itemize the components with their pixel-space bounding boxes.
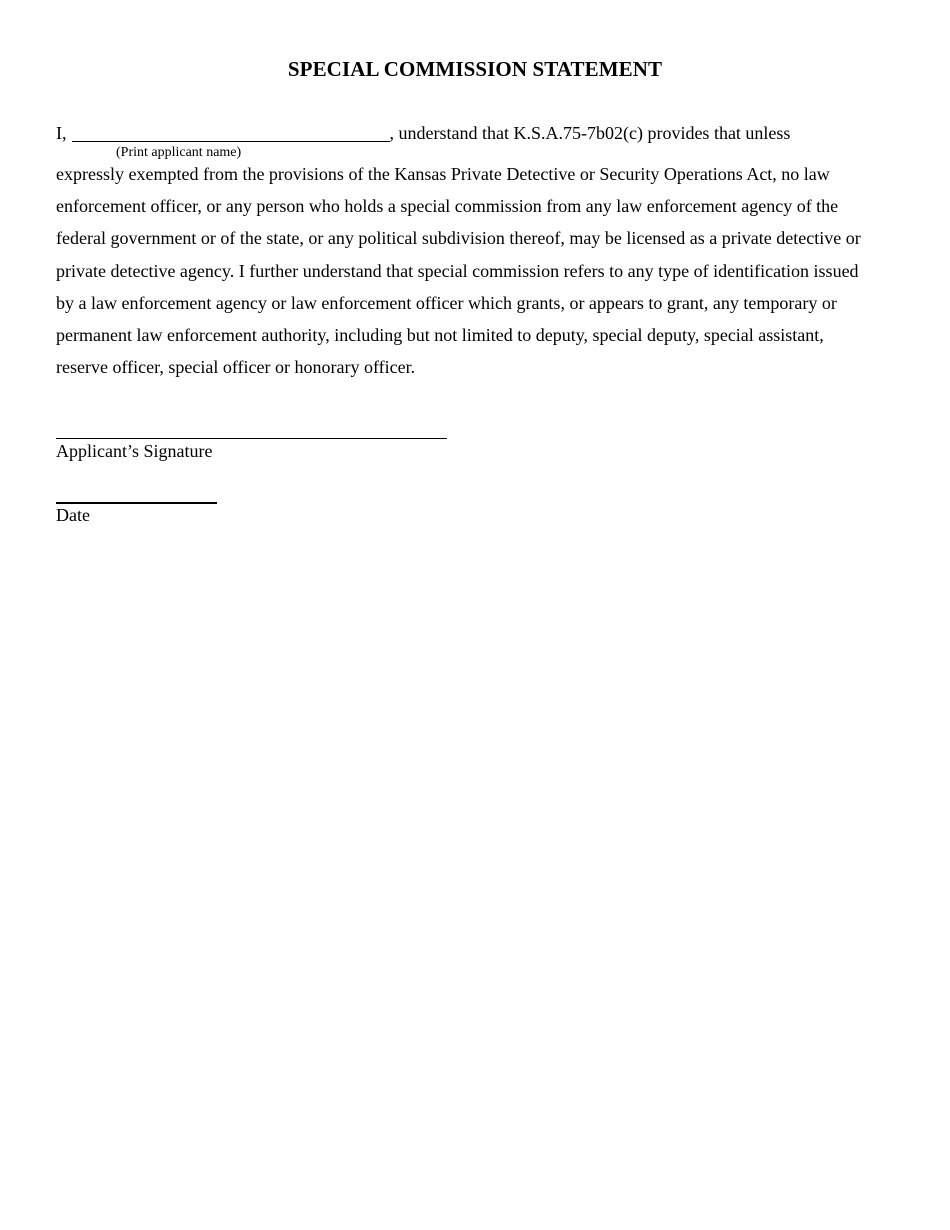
intro-suffix: , understand that K.S.A.75-7b02(c) provides that unless (389, 123, 791, 143)
applicant-name-field[interactable] (72, 123, 390, 142)
intro-prefix: I, (56, 123, 67, 143)
page-title: SPECIAL COMMISSION STATEMENT (287, 57, 663, 81)
signature-field[interactable] (56, 438, 447, 439)
statement-first-line (56, 123, 906, 144)
signature-label: Applicant’s Signature (56, 441, 213, 461)
date-label: Date (56, 505, 90, 525)
date-field[interactable] (56, 502, 217, 504)
name-field-caption: (Print applicant name) (116, 145, 242, 160)
statement-body: expressly exempted from the provisions of the Kansas Private Detective or Security Operations Act, no law enforcement officer, or any person who holds a special commission from any law enforcement agency of the federal government or of the state, or any political subdivision thereof, may be licensed as a private detective or private detective agency. I further understand that special commission refers to any type of identification issued by a law enforcement agency or law enforcement officer which grants, or appears to grant, any temporary or permanent law enforcement authority, including but not limited to deputy, special deputy, special assistant, reserve officer, special officer or honorary officer. (56, 164, 861, 378)
